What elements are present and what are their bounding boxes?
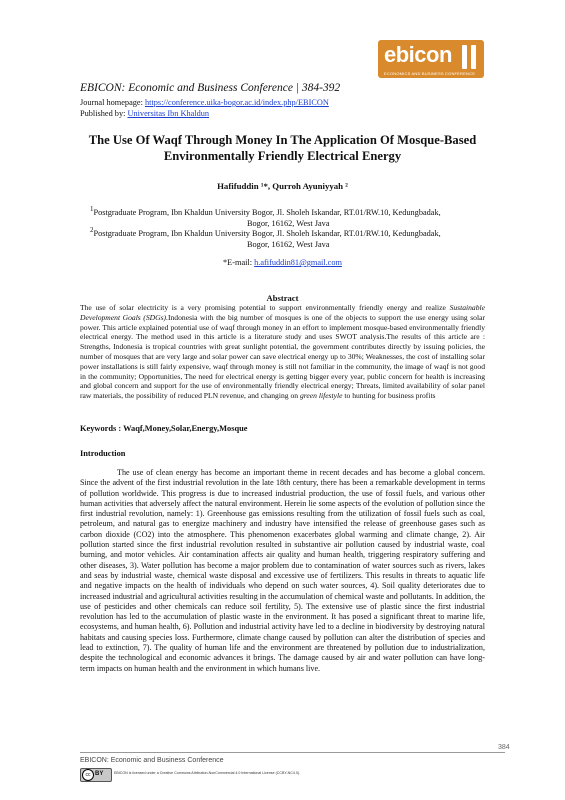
paper-title: The Use Of Waqf Through Money In The Application Of Mosque-Based Environmentally Friendly Electrical Energy (88, 133, 477, 163)
corresponding-email (80, 258, 485, 267)
keywords: Keywords : Waqf,Money,Solar,Energy,Mosque (80, 424, 248, 433)
journal-citation: EBICON: Economic and Business Conference | 384-392 (80, 82, 341, 94)
publisher-link[interactable]: Universitas Ibn Khaldun (127, 109, 210, 118)
abstract-text: The use of solar electricity is a very promising potential to support environmentally friendly energy and realize (80, 303, 450, 312)
introduction-body: The use of clean energy has become an important theme in recent decades and has become a global concern. Since the advent of the first industrial revolution in the late 18th century, there has been a remarkable development in terms of pollution worldwide. This progress is due to increased industrial production, the use of fossil fuels, and various other human activities that adversely affect the natural environment. Herein lie some aspects of the evolution of pollution since the first industrial revolution, namely: 1). Greenhouse gas emissions resulting from the utilization of fossil fuels such as coal, petroleum, and natural gas to energize machinery and industry have intensified the release of greenhouse gases such as carbon dioxide (CO2) into the atmosphere. This phenomenon exacerbates global warming and climate change, 2). Air pollution started since the first industrial revolution resulted in substantive air pollution caused by industrial waste, coal burning, and motor vehicles. Air contamination affects air quality and human health, triggering respiratory suffering and other diseases, 3). Water pollution has become a major problem due to contamination of water sources such as rivers, lakes and seas by industrial waste, chemical waste disposal and excessive use of fertilizers. This results in threats to aquatic life and negative impacts on the health of individuals who depend on such water sources, 4). Soil quality deteriorates due to increased industrial and agricultural activities resulting in the accumulation of chemical waste and pollutants. In addition, the use of pesticides and other chemicals can reduce soil fertility, 5). The extensive use of plastic since the first industrial revolution has led to the accumulation of plastic waste in the environment. It has posed a significant threat to marine life, ecosystems, and human health, 6). Pollution and industrial activity have led to a decline in biodiversity by destroying natural habitats and causing species loss. Furthermore, climate change caused by pollution can alter the distribution of species and lead to extinction, 7). The quality of human life and the environment are threatened by pollution due to industrialization, despite the technological and economic advances it brings. The damage caused by air and water pollution can have long-term impacts on human health and the environment in which humans live. (80, 468, 486, 673)
publisher-line (80, 109, 209, 118)
cc-license-badge[interactable] (80, 768, 112, 782)
affiliation-marker: 2 (90, 227, 94, 234)
abstract-italic-lifestyle: green lifestyle (299, 391, 343, 401)
footer-conference: EBICON: Economic and Business Conference (80, 757, 224, 764)
affiliation-line: Postgraduate Program, Ibn Khaldun University Bogor, Jl. Sholeh Iskandar, RT.01/RW.10, Kedungbadak, (93, 207, 441, 217)
license-text: EBICON is licensed under a Creative Commons Attribution-NonCommercial 4.0 International License (CCBY-NC4.0). (114, 771, 301, 775)
page-number: 384 (498, 744, 510, 751)
publisher-label: Published by: (80, 109, 128, 118)
affiliation-2 (90, 225, 485, 251)
affiliation-marker: 1 (90, 206, 94, 213)
cc-by-label: BY (95, 771, 104, 777)
abstract-italic-sdgs: Sustainable Development Goals (SDGs). (80, 303, 485, 322)
affiliation-line: Bogor, 16162, West Java (247, 219, 330, 229)
homepage-label: Journal homepage: (80, 98, 145, 107)
affiliation-line: Bogor, 16162, West Java (247, 240, 330, 250)
ebicon-logo (378, 40, 484, 78)
journal-homepage-line (80, 98, 329, 107)
email-label: *E-mail: (223, 258, 255, 267)
homepage-link[interactable]: https://conference.uika-bogor.ac.id/index.php/EBICON (144, 98, 329, 107)
abstract-heading: Abstract (266, 293, 299, 303)
affiliation-line: Postgraduate Program, Ibn Khaldun University Bogor, Jl. Sholeh Iskandar, RT.01/RW.10, Kedungbadak, (93, 228, 441, 238)
email-link[interactable]: h.afifuddin81@gmail.com (254, 258, 342, 267)
logo-bars-icon (462, 45, 478, 69)
abstract-text: to hunting for business profits (342, 391, 436, 401)
abstract-text: Indonesia with the big number of mosques is one of the objects to support the use energy using solar power. This article explained potential use of waqf through money in an effort to implement mosque-based environmentally friendly electrical energy. The method used in this article is a literature study and uses SWOT analysis.The results of this article are : Strengths, Indonesia is tropical countries with great sunlight potential, the government contributes directly by issuing policies, the number of mosques that are very large and solar power can save electrical energy up to 30%; Weaknesses, the cost of installing solar power installations is still fairly expensive, waqf through money is still not familiar in the community, the image of waqf is not good in the community; Opportunities, The need for electrical energy is getting bigger every year, public concern for health is increasing and global concern and support for the use of environmentally friendly electrical energy; Threats, limited availability of solar panel raw materials, the possibility of reduced PLN revenue, and changing on (80, 312, 485, 401)
introduction-heading: Introduction (80, 449, 126, 458)
abstract-body (80, 303, 485, 401)
footer-divider (80, 752, 505, 753)
creative-commons-icon: cc (82, 769, 94, 781)
paper-authors: Hafifuddin ¹*, Qurroh Ayuniyyah ² (217, 181, 348, 191)
logo-tagline: ECONOMICS AND BUSINESS CONFERENCE (384, 71, 476, 76)
logo-wordmark: ebicon (384, 42, 452, 67)
